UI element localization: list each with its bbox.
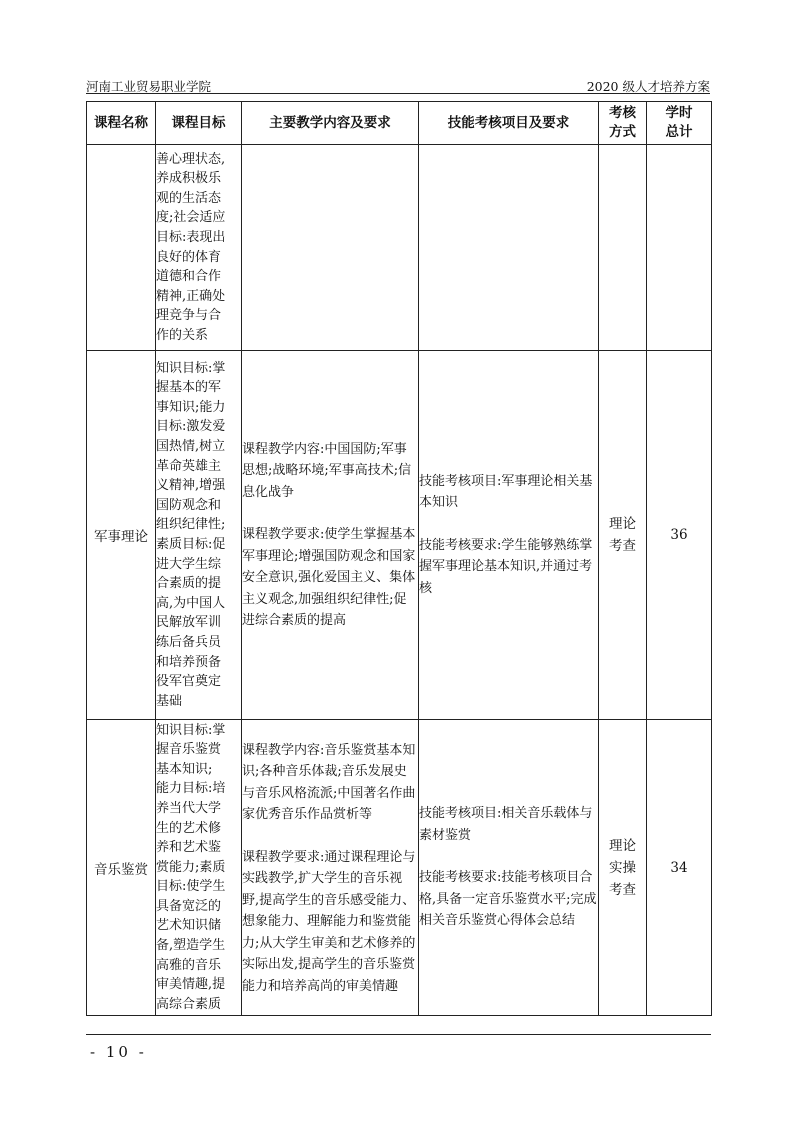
- goal-line: 高综合素质: [156, 996, 222, 1012]
- header-doc-title: 2020 级人才培养方案: [586, 79, 710, 94]
- course-name-cell: 音乐鉴赏: [87, 720, 156, 1016]
- goal-line: 进大学生综: [156, 556, 222, 572]
- goal-line: 审美情趣,提: [156, 977, 226, 993]
- goal-line: 目标:使学生: [156, 879, 226, 895]
- col-header-hours-line: 学时: [665, 105, 693, 121]
- course-content-cell: [242, 145, 419, 351]
- course-goal-cell: [156, 145, 242, 351]
- goal-line: 备,塑造学生: [156, 938, 226, 954]
- header-institution: 河南工业贸易职业学院: [86, 79, 212, 94]
- course-hours-cell: 36: [647, 351, 712, 720]
- skill-paragraph: 技能考核项目:相关音乐载体与素材鉴赏: [419, 806, 593, 843]
- content-paragraph: 课程教学内容:音乐鉴赏基本知识;各种音乐体裁;音乐发展史与音乐风格流派;中国著名作曲家优秀音乐作品赏析等: [242, 742, 416, 823]
- course-skill-cell: [419, 720, 599, 1016]
- goal-line: 知识目标:掌: [156, 722, 226, 738]
- skill-paragraph: 技能考核要求:学生能够熟练掌握军事理论基本知识,并通过考核: [419, 537, 593, 596]
- col-header-skill: 技能考核项目及要求: [419, 102, 599, 145]
- goal-line: 民解放军训: [156, 615, 222, 631]
- goal-line: 国热情,树立: [156, 439, 226, 455]
- col-header-assess-line: 方式: [609, 124, 636, 140]
- course-goal-cell: [156, 351, 242, 720]
- goal-line: 合素质的提: [156, 576, 222, 592]
- goal-line: 役军官奠定: [156, 674, 222, 690]
- paragraph-gap: [242, 503, 418, 524]
- course-content-cell: [242, 720, 419, 1016]
- course-table: [86, 101, 712, 1016]
- goal-line: 作的关系: [156, 327, 209, 343]
- course-hours-cell: [647, 145, 712, 351]
- course-assess-cell: [599, 720, 647, 1016]
- goal-line: 生的艺术修: [156, 820, 222, 836]
- course-rows: [87, 145, 712, 1016]
- goal-line: 握基本的军: [156, 380, 222, 396]
- goal-line: 养当代大学: [156, 800, 222, 816]
- goal-line: 基本知识;: [156, 761, 213, 777]
- goal-line: 目标:激发爱: [156, 419, 226, 435]
- assess-line: 实操: [609, 859, 636, 876]
- goal-line: 义精神,增强: [156, 478, 226, 494]
- page-footer: [86, 1034, 711, 1065]
- goal-line: 赏能力;素质: [156, 859, 226, 875]
- paragraph-gap: [419, 514, 598, 535]
- goal-line: 观的生活态: [156, 190, 222, 206]
- col-header-hours-line: 总计: [665, 124, 693, 140]
- goal-line: 理竞争与合: [156, 308, 222, 324]
- goal-line: 道德和合作: [156, 269, 222, 285]
- paragraph-gap: [242, 826, 418, 847]
- goal-line: 高雅的音乐: [156, 957, 222, 973]
- goal-line: 组织纪律性;: [156, 517, 226, 533]
- assess-line: 考查: [609, 538, 636, 554]
- page-number: - 10 -: [90, 1043, 147, 1061]
- col-header-assess-line: 考核: [609, 105, 636, 121]
- goal-line: 精神,正确处: [156, 288, 226, 304]
- col-header-name: 课程名称: [87, 102, 156, 145]
- goal-line: 高,为中国人: [156, 595, 226, 611]
- col-header-content: 主要教学内容及要求: [242, 102, 419, 145]
- goal-line: 事知识;能力: [156, 399, 226, 415]
- col-header-assess: [599, 102, 647, 145]
- goal-line: 养和艺术鉴: [156, 840, 222, 856]
- assess-line: 理论: [609, 516, 636, 532]
- assess-line: 理论: [609, 837, 636, 854]
- assess-line: 考查: [609, 881, 636, 898]
- goal-line: 目标:表现出: [156, 229, 226, 245]
- skill-paragraph: 技能考核要求:技能考核项目合格,具备一定音乐鉴赏水平;完成相关音乐鉴赏心得体会总结: [419, 870, 597, 929]
- content-paragraph: 课程教学要求:使学生掌握基本军事理论;增强国防观念和国家安全意识,强化爱国主义、集体主义观念,加强组织纪律性;促进综合素质的提高: [242, 527, 416, 628]
- goal-line: 养成积极乐: [156, 171, 222, 187]
- goal-line: 能力目标:培: [156, 781, 226, 797]
- goal-line: 和培养预备: [156, 654, 222, 670]
- table-row: [87, 720, 712, 1016]
- course-goal-cell: [156, 720, 242, 1016]
- goal-line: 艺术知识储: [156, 918, 222, 934]
- course-skill-cell: [419, 351, 599, 720]
- table-row: [87, 145, 712, 351]
- goal-line: 革命英雄主: [156, 458, 222, 474]
- table-header-row: [87, 102, 712, 145]
- col-header-hours: [647, 102, 712, 145]
- course-content-cell: [242, 351, 419, 720]
- goal-line: 练后备兵员: [156, 634, 222, 650]
- course-assess-cell: [599, 145, 647, 351]
- course-assess-cell: [599, 351, 647, 720]
- page-header: [86, 73, 710, 94]
- course-name-cell: 军事理论: [87, 351, 156, 720]
- goal-line: 国防观念和: [156, 497, 222, 513]
- goal-line: 良好的体育: [156, 249, 222, 265]
- course-skill-cell: [419, 145, 599, 351]
- goal-line: 度;社会适应: [156, 210, 226, 226]
- goal-line: 善心理状态,: [156, 151, 226, 167]
- goal-line: 握音乐鉴赏: [156, 742, 222, 758]
- goal-line: 知识目标:掌: [156, 360, 226, 376]
- skill-paragraph: 技能考核项目:军事理论相关基本知识: [419, 473, 593, 511]
- table-row: [87, 351, 712, 720]
- content-paragraph: 课程教学要求:通过课程理论与实践教学,扩大学生的音乐视野,提高学生的音乐感受能力、想象能力、理解能力和鉴赏能力;从大学生审美和艺术修养的实际出发,提高学生的音乐鉴赏能力和培养高尚的审美情趣: [242, 849, 416, 994]
- goal-line: 基础: [156, 693, 183, 709]
- course-hours-cell: 34: [647, 720, 712, 1016]
- content-paragraph: 课程教学内容:中国国防;军事思想;战略环境;军事高技术;信息化战争: [242, 441, 412, 500]
- col-header-goal: 课程目标: [156, 102, 242, 145]
- goal-line: 具备宽泛的: [156, 898, 222, 914]
- paragraph-gap: [419, 846, 598, 867]
- course-name-cell: [87, 145, 156, 351]
- goal-line: 素质目标:促: [156, 537, 226, 552]
